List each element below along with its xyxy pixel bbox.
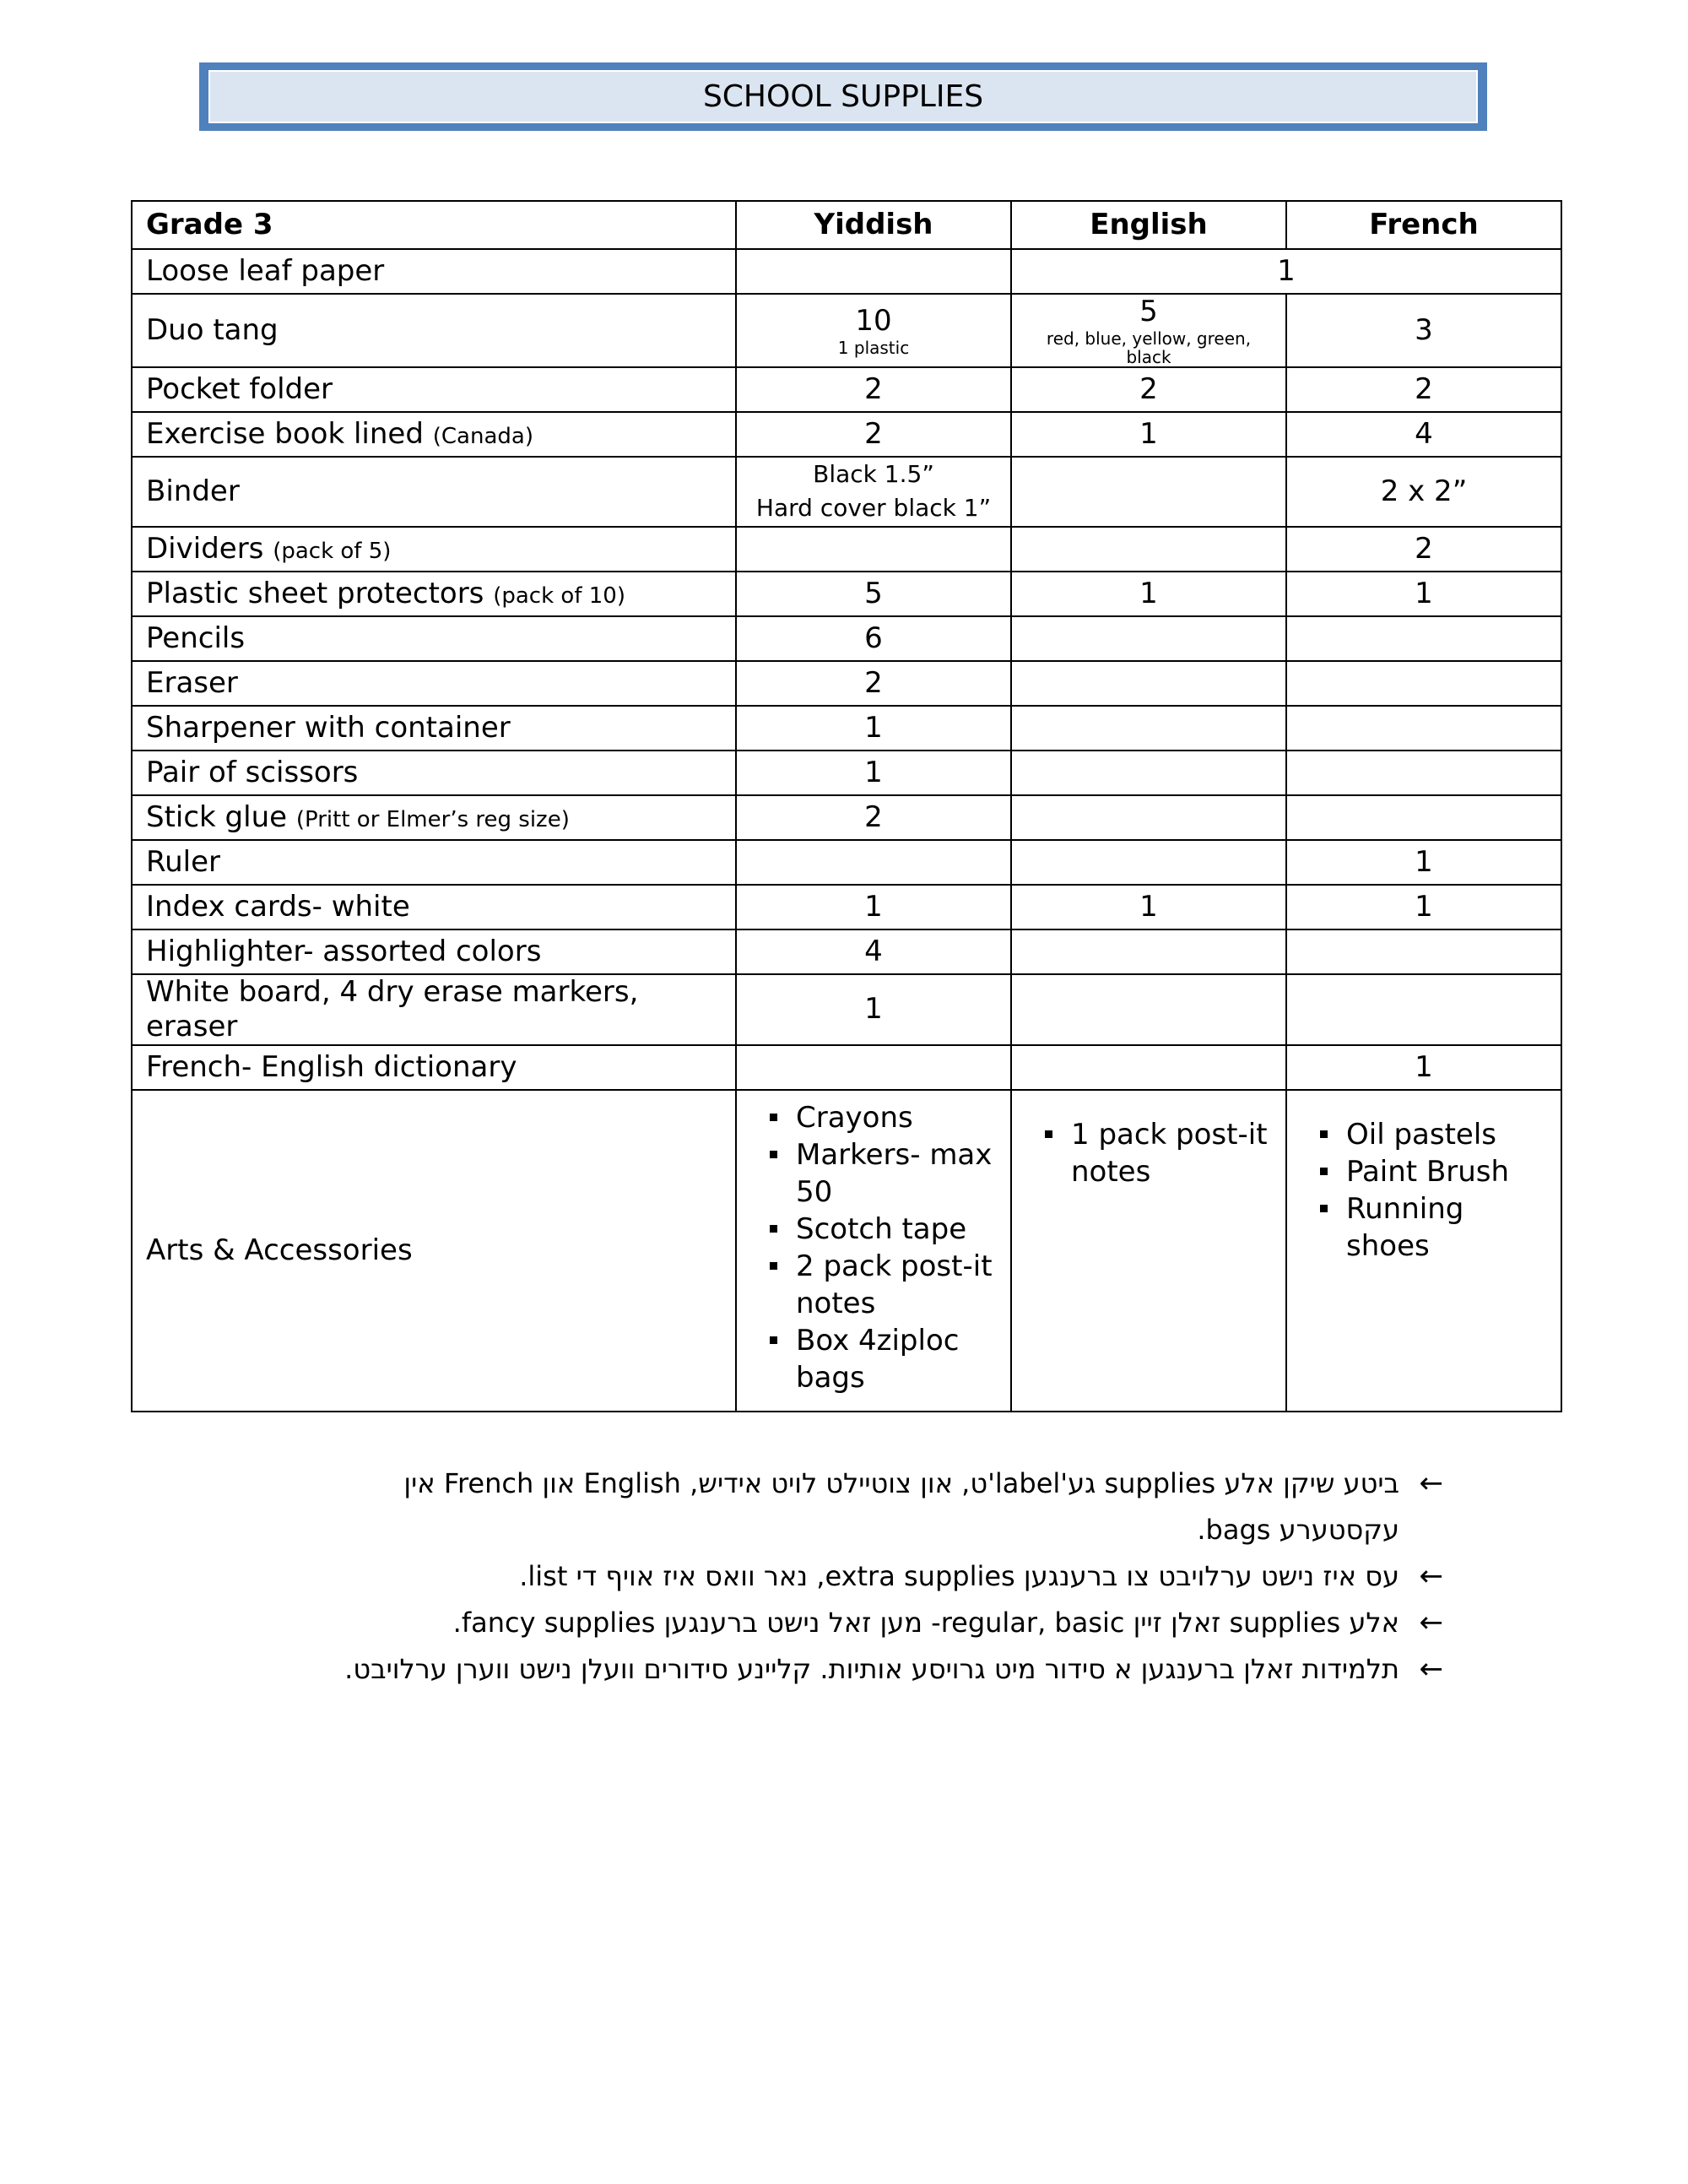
list-item: 1 pack post-it notes — [1071, 1116, 1272, 1190]
yiddish-cell — [736, 840, 1011, 885]
english-french-cell: 1 — [1011, 249, 1561, 294]
list-item: Paint Brush — [1346, 1153, 1547, 1190]
item-label: Stick glue — [146, 800, 288, 835]
table-row — [132, 751, 1561, 795]
item-label: Dividers — [146, 532, 264, 566]
header-row — [132, 201, 1561, 249]
yiddish-cell — [736, 1090, 1011, 1412]
table-row — [132, 616, 1561, 661]
header-english: English — [1011, 201, 1286, 249]
note-item — [321, 1600, 1443, 1646]
list-item: Scotch tape — [796, 1211, 997, 1248]
list-item: 2 pack post-it notes — [796, 1248, 997, 1322]
item-cell — [132, 572, 736, 616]
item-cell: Duo tang — [132, 294, 736, 367]
table-row-arts — [132, 1090, 1561, 1412]
yiddish-cell: 5 — [736, 572, 1011, 616]
yiddish-cell: 1 — [736, 706, 1011, 751]
english-cell — [1011, 294, 1286, 367]
yiddish-cell: 2 — [736, 661, 1011, 706]
qty-note: red, blue, yellow, green, black — [1046, 328, 1252, 367]
french-cell: 1 — [1286, 885, 1561, 929]
french-cell: 3 — [1286, 294, 1561, 367]
note-item — [321, 1646, 1443, 1693]
item-cell: Pair of scissors — [132, 751, 736, 795]
header-yiddish: Yiddish — [736, 201, 1011, 249]
english-arts-list — [1025, 1116, 1272, 1190]
arrow-left-icon: ← — [1419, 1466, 1443, 1500]
supplies-table — [131, 200, 1562, 1412]
french-cell — [1286, 616, 1561, 661]
header-grade: Grade 3 — [132, 201, 736, 249]
arrow-left-icon: ← — [1419, 1559, 1443, 1593]
qty-note: 1 plastic — [837, 337, 910, 358]
yiddish-cell: 6 — [736, 616, 1011, 661]
header-french: French — [1286, 201, 1561, 249]
table-row — [132, 412, 1561, 457]
yiddish-cell — [736, 249, 1011, 294]
french-arts-list — [1301, 1116, 1547, 1265]
table-row — [132, 249, 1561, 294]
english-cell — [1011, 1045, 1286, 1090]
yiddish-cell — [736, 527, 1011, 572]
table-row — [132, 294, 1561, 367]
english-cell — [1011, 751, 1286, 795]
english-cell: 1 — [1011, 412, 1286, 457]
note-item — [321, 1461, 1443, 1553]
list-item: Markers- max 50 — [796, 1136, 997, 1211]
french-cell — [1286, 1090, 1561, 1412]
english-cell — [1011, 527, 1286, 572]
item-cell: French- English dictionary — [132, 1045, 736, 1090]
english-cell — [1011, 457, 1286, 527]
table-row — [132, 457, 1561, 527]
table-row — [132, 840, 1561, 885]
yiddish-cell: 2 — [736, 412, 1011, 457]
yiddish-cell: 2 — [736, 795, 1011, 840]
table-row — [132, 929, 1561, 974]
list-item: Oil pastels — [1346, 1116, 1547, 1153]
french-cell — [1286, 795, 1561, 840]
french-cell: 2 — [1286, 367, 1561, 412]
item-cell: Ruler — [132, 840, 736, 885]
table-row — [132, 1045, 1561, 1090]
table-row — [132, 572, 1561, 616]
item-cell: Pencils — [132, 616, 736, 661]
binder-line-2: Hard cover black 1” — [755, 494, 992, 523]
yiddish-cell — [736, 457, 1011, 527]
french-cell — [1286, 706, 1561, 751]
yiddish-cell — [736, 1045, 1011, 1090]
french-cell — [1286, 929, 1561, 974]
yiddish-cell: 1 — [736, 751, 1011, 795]
list-item: Box 4ziploc bags — [796, 1322, 997, 1396]
yiddish-arts-list — [750, 1099, 997, 1396]
french-cell: 4 — [1286, 412, 1561, 457]
english-cell — [1011, 706, 1286, 751]
english-cell: 1 — [1011, 572, 1286, 616]
french-cell — [1286, 661, 1561, 706]
french-cell: 1 — [1286, 1045, 1561, 1090]
list-item: Crayons — [796, 1099, 997, 1136]
yiddish-cell: 2 — [736, 367, 1011, 412]
qty: 5 — [1139, 295, 1158, 328]
qty: 10 — [855, 304, 892, 338]
item-cell: Loose leaf paper — [132, 249, 736, 294]
french-cell: 1 — [1286, 840, 1561, 885]
page-title: SCHOOL SUPPLIES — [208, 70, 1478, 123]
item-note: (pack of 10) — [493, 583, 625, 610]
item-label: Exercise book lined — [146, 416, 424, 451]
note-text: ביטע שיקן אלע supplies גע'label'ט, און צוטיילט לויט אידיש, English און French אין עקסטערע bags. — [403, 1467, 1399, 1546]
french-cell — [1286, 974, 1561, 1045]
yiddish-cell: 4 — [736, 929, 1011, 974]
english-cell — [1011, 795, 1286, 840]
item-note: (pack of 5) — [273, 539, 392, 565]
item-note: (Canada) — [432, 423, 533, 449]
table-row — [132, 706, 1561, 751]
note-item — [321, 1553, 1443, 1600]
note-text: אלע supplies זאלן זיין regular, basic- מען זאל נישט ברענגען fancy supplies. — [452, 1607, 1399, 1639]
arrow-left-icon: ← — [1419, 1652, 1443, 1686]
french-cell: 2 x 2” — [1286, 457, 1561, 527]
english-cell: 1 — [1011, 885, 1286, 929]
english-cell — [1011, 1090, 1286, 1412]
item-cell: Index cards- white — [132, 885, 736, 929]
english-cell — [1011, 974, 1286, 1045]
item-cell: Binder — [132, 457, 736, 527]
item-cell: Arts & Accessories — [132, 1090, 736, 1412]
table-row — [132, 974, 1561, 1045]
arrow-left-icon: ← — [1419, 1606, 1443, 1639]
english-cell — [1011, 661, 1286, 706]
item-cell — [132, 412, 736, 457]
item-label: Plastic sheet protectors — [146, 577, 484, 611]
table-row — [132, 367, 1561, 412]
yiddish-cell: 1 — [736, 885, 1011, 929]
item-cell: Eraser — [132, 661, 736, 706]
item-cell: White board, 4 dry erase markers, eraser — [132, 974, 736, 1045]
french-cell: 2 — [1286, 527, 1561, 572]
english-cell: 2 — [1011, 367, 1286, 412]
english-cell — [1011, 929, 1286, 974]
item-note: (Pritt or Elmer’s reg size) — [295, 807, 570, 833]
table-row — [132, 885, 1561, 929]
yiddish-cell — [736, 294, 1011, 367]
item-cell — [132, 527, 736, 572]
item-cell: Pocket folder — [132, 367, 736, 412]
title-banner — [199, 62, 1487, 131]
item-cell: Highlighter- assorted colors — [132, 929, 736, 974]
binder-line-1: Black 1.5” — [813, 459, 934, 488]
french-cell — [1286, 751, 1561, 795]
list-item: Running shoes — [1346, 1190, 1547, 1265]
english-cell — [1011, 840, 1286, 885]
item-cell: Sharpener with container — [132, 706, 736, 751]
yiddish-cell: 1 — [736, 974, 1011, 1045]
note-text: עס איז נישט ערלויבט צו ברענגען extra supplies, נאר וואס איז אויף די list. — [519, 1560, 1399, 1592]
table-row — [132, 661, 1561, 706]
table-row — [132, 795, 1561, 840]
note-text: תלמידות זאלן ברענגען א סידור מיט גרויסע אותיות. קליינע סידורים וועלן נישט ווערן ערלויבט. — [344, 1653, 1399, 1685]
item-cell — [132, 795, 736, 840]
english-cell — [1011, 616, 1286, 661]
notes-list — [321, 1461, 1443, 1693]
table-row — [132, 527, 1561, 572]
french-cell: 1 — [1286, 572, 1561, 616]
